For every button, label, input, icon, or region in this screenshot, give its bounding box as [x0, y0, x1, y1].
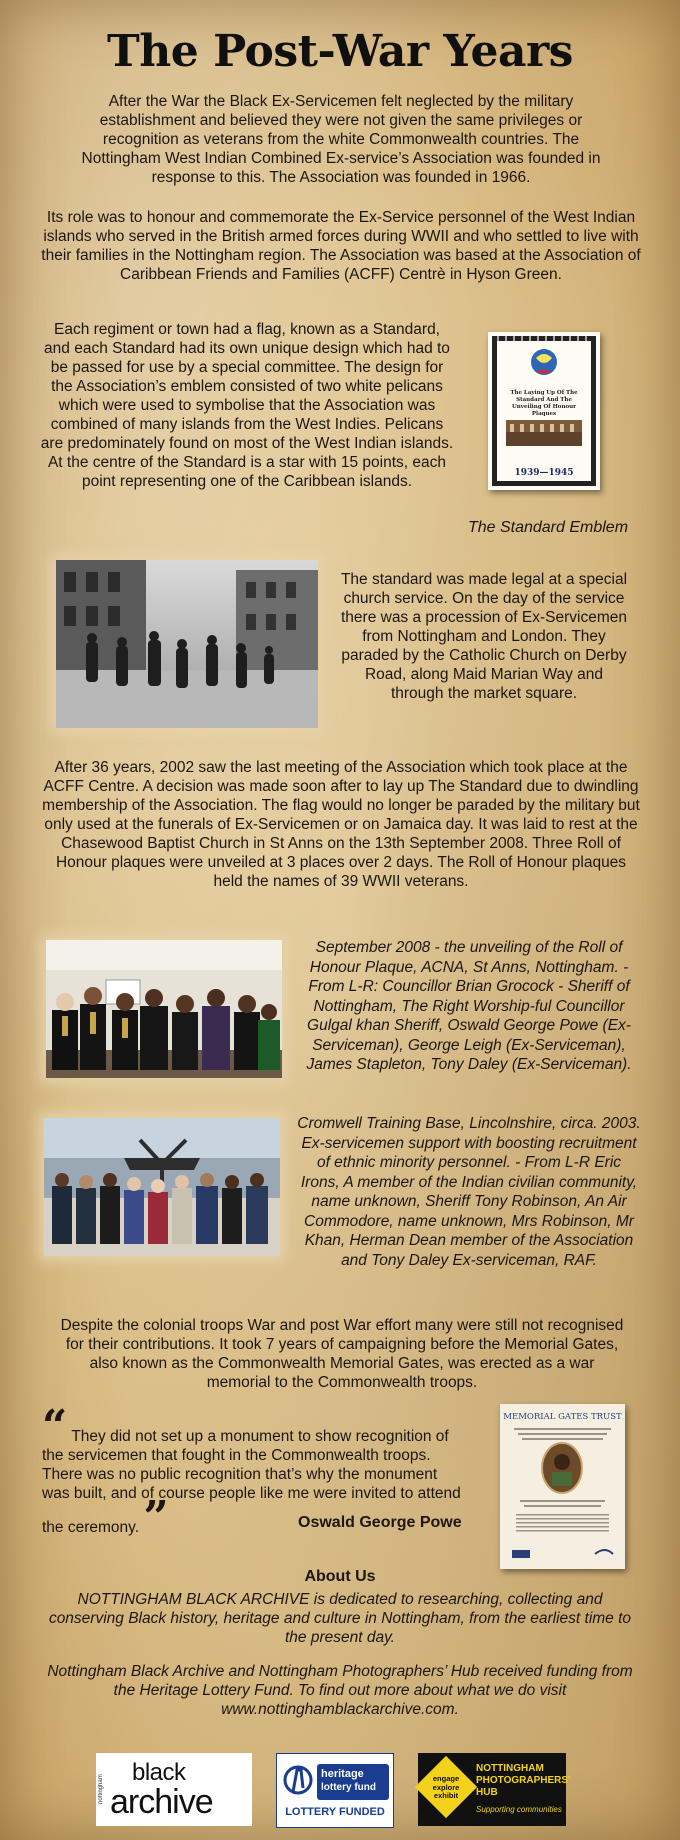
parade-photo-graphic	[56, 560, 318, 728]
memorial-card-graphic	[500, 1424, 625, 1569]
hub-tagline: Supporting communities	[476, 1805, 562, 1814]
photographers-hub-logo[interactable]	[418, 1753, 571, 1826]
memorial-paragraph: Despite the colonial troops War and post War effort many were still not recognised for their contributions. It took 7 years of campaigning before the Memorial Gates, also known as the Commonwealth Memorial Gates, was erected as a war memorial to the Commonwealth troops.	[60, 1317, 624, 1391]
cromwell-photo	[44, 1118, 280, 1256]
page-title: The Post-War Years	[107, 26, 573, 77]
quote-open-mark: “	[42, 1401, 68, 1452]
cromwell-caption: Cromwell Training Base, Lincolnshire, circa. 2003. Ex-servicemen support with boosting recruitment of ethnic minority personnel. - From L-R Eric Irons, A member of the Indian civilian community, name unknown, Sheriff Tony Robinson, An Air Commodore, name unknown, Mrs Robinson, Mr Khan, Herman Dean member of the Association and Tony Daley Ex-serviceman, RAF.	[297, 1115, 641, 1269]
about-text: NOTTINGHAM BLACK ARCHIVE is dedicated to researching, collecting and conserving Black history, heritage and culture in Nottingham, from the earliest time to the present day.	[48, 1591, 632, 1646]
heritage-line1: heritage	[321, 1768, 364, 1780]
unveiling-photo-graphic	[46, 940, 282, 1078]
black-archive-logo[interactable]	[96, 1753, 252, 1826]
standard-legal-paragraph: The standard was made legal at a special church service. On the day of the service there was a procession of Ex-Servicemen from Nottingham and London. They paraded by the Catholic Church on Derby Road, along Maid Marian Way and through the market square.	[340, 571, 628, 702]
memorial-gates-card	[500, 1404, 625, 1569]
lottery-crossed-fingers-icon	[283, 1758, 313, 1802]
parade-photo	[56, 560, 318, 728]
quote-close-mark: ”	[143, 1492, 169, 1543]
unveiling-photo	[46, 940, 282, 1078]
intro-paragraph: After the War the Black Ex-Servicemen felt neglected by the military establishment and believed they were not given the same privileges or recognition as veterans from the white Commonwealth countries. The Nottingham West Indian Combined Ex-service’s Association was founded in response to this. The Association was founded in 1966.	[81, 93, 601, 186]
unveiling-caption: September 2008 - the unveiling of the Roll of Honour Plaque, ACNA, St Anns, Nottingham. - From L-R: Councillor Brian Grocock - Sheriff of Nottingham, The Right Worship-ful Councillor Gulgal khan Sheriff, Oswald George Powe (Ex-Serviceman), George Leigh (Ex-Serviceman), James Stapleton, Tony Daley (Ex-Serviceman).	[306, 939, 632, 1073]
hub-line3: HUB	[476, 1787, 498, 1798]
memorial-card-title: MEMORIAL GATES TRUST	[503, 1412, 622, 1422]
cromwell-photo-graphic	[44, 1118, 280, 1256]
standard-years: 1939—1945	[514, 468, 574, 478]
hub-line2: PHOTOGRAPHERS'	[476, 1775, 571, 1786]
black-archive-line1: black	[132, 1759, 186, 1786]
heritage-line2: lottery fund	[321, 1782, 376, 1793]
about-heading: About Us	[304, 1568, 376, 1585]
standard-emblem-image	[488, 332, 600, 490]
hub-diamond-text: engage explore exhibit	[432, 1774, 460, 1800]
standard-booklet-heading: The Laying Up Of The Standard And The Unveiling Of Honour Plaques	[510, 390, 578, 417]
heritage-badge	[317, 1764, 389, 1800]
black-archive-side-text: nottingham	[98, 1774, 104, 1804]
last-meeting-paragraph: After 36 years, 2002 saw the last meeting of the Association which took place at the ACFF Centre. A decision was made soon after to lay up The Standard due to dwindling membership of the Association. The flag would no longer be paraded by the military but only used at the funerals of Ex-Servicemen or on Jamaica day. It was laid to rest at the Chasewood Baptist Church in St Anns on the 13th September 2008. Three Roll of Honour plaques were unveiled at 3 places over 2 days. The Roll of Honour plaques held the names of 39 WWII veterans.	[42, 759, 640, 890]
hub-name	[476, 1763, 570, 1799]
black-archive-line2: archive	[110, 1783, 213, 1821]
heritage-lottery-logo[interactable]	[276, 1753, 394, 1828]
standard-emblem-caption: The Standard Emblem	[467, 519, 629, 536]
quote-author: Oswald George Powe	[298, 1514, 462, 1531]
funding-text: Nottingham Black Archive and Nottingham Photographers’ Hub received funding from the Heritage Lottery Fund. To find out more about what we do visit www.nottinghamblackarchive.com.	[47, 1663, 633, 1718]
lottery-funded-label: LOTTERY FUNDED	[285, 1806, 385, 1818]
hub-line1: NOTTINGHAM	[476, 1763, 544, 1774]
role-paragraph: Its role was to honour and commemorate the Ex-Service personnel of the West Indian islands who served in the British armed forces during WWII and who settled to live with their families in the Nottingham region. The Association was based at the Association of Caribbean Friends and Families (ACFF) Centrè in Hyson Green.	[41, 209, 641, 283]
quote-text: They did not set up a monument to show recognition of the servicemen that fought in the Commonwealth troops. There was no public recognition that’s why the monument was built, and of course people like me were invited to attend the ceremony.	[42, 1428, 461, 1536]
standard-paragraph: Each regiment or town had a flag, known as a Standard, and each Standard had its own unique design which had to be passed for use by a special committee. The design for the Association’s emblem consisted of two white pelicans which were used to symbolise that the Association was combined of many islands from the West Indies. Pelicans are predominately found on most of the West Indian islands. At the centre of the Standard is a star with 15 points, each point representing one of the Caribbean islands.	[40, 321, 454, 490]
